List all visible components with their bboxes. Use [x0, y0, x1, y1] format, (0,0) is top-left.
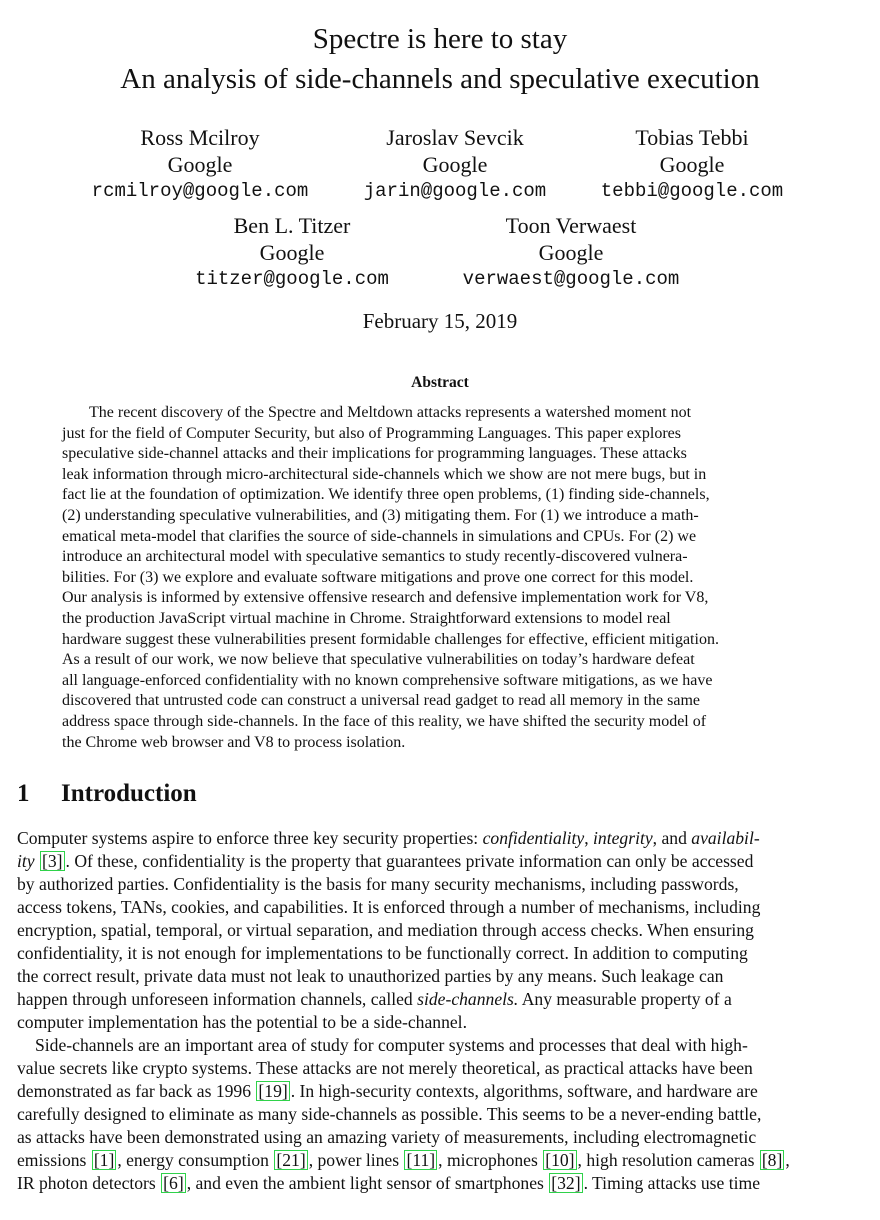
abstract-line: bilities. For (3) we explore and evaluate software mitigations and prove one correct for this model. — [62, 568, 694, 586]
author-name: Toon Verwaest — [505, 213, 637, 238]
author-email: titzer@google.com — [195, 268, 389, 290]
paper-date: February 15, 2019 — [362, 309, 518, 333]
abstract-line: leak information through micro-architectural side-channels which we show are not mere bugs, but in — [62, 465, 707, 483]
abstract-line: the Chrome web browser and V8 to process isolation. — [62, 733, 406, 751]
author-block — [562, 124, 822, 204]
author-affiliation: Google — [259, 240, 325, 265]
paragraph-line: happen through unforeseen information channels, called side-channels. Any measurable property of a — [17, 989, 732, 1009]
citation-link[interactable]: [11] — [406, 1150, 436, 1170]
author-email: rcmilroy@google.com — [91, 180, 309, 202]
abstract-line: all language-enforced confidentiality with no known comprehensive software mitigations, as we have — [62, 671, 713, 689]
paragraph-line: IR photon detectors [6] , and even the ambient light sensor of smartphones [32] . Timing attacks use time — [17, 1173, 761, 1193]
abstract-line: The recent discovery of the Spectre and Meltdown attacks represents a watershed moment not — [89, 404, 692, 421]
author-name: Tobias Tebbi — [635, 125, 749, 150]
abstract-line: just for the field of Computer Security, but also of Programming Languages. This paper explores — [62, 424, 681, 442]
author-name: Ben L. Titzer — [233, 213, 351, 238]
citation-link[interactable]: [21] — [276, 1150, 306, 1170]
abstract-line: speculative side-channel attacks and their implications for programming languages. These attacks — [62, 445, 687, 463]
author-name: Ross Mcilroy — [140, 125, 260, 150]
author-email: verwaest@google.com — [462, 268, 680, 290]
abstract-line: fact lie at the foundation of optimization. We identify three open problems, (1) finding side-channels, — [62, 486, 710, 504]
paragraph-line: value secrets like crypto systems. These attacks are not merely theoretical, as practical attacks have been — [17, 1058, 753, 1078]
author-affiliation: Google — [422, 152, 488, 177]
abstract-line: As a result of our work, we now believe that speculative vulnerabilities on today’s hardware defeat — [62, 651, 695, 669]
citation-link[interactable]: [6] — [163, 1173, 184, 1193]
author-email: jarin@google.com — [363, 180, 547, 202]
abstract-line: ematical meta-model that clarifies the source of side-channels in simulations and CPUs. For (2) we — [62, 527, 697, 545]
abstract-heading: Abstract — [411, 374, 469, 391]
citation-link[interactable]: [32] — [551, 1173, 581, 1193]
abstract-line: hardware suggest these vulnerabilities present formidable challenges for effective, efficient mitigation. — [62, 630, 719, 648]
paragraph-line: by authorized parties. Confidentiality is the basis for many security mechanisms, including passwords, — [17, 874, 739, 894]
author-block — [325, 124, 585, 204]
paragraph-line: emissions [1] , energy consumption [21] , power lines [11] , microphones [10] , high resolution cameras [8] , — [17, 1150, 790, 1170]
citation-link[interactable]: [3] — [42, 851, 63, 871]
author-block — [70, 124, 330, 204]
paragraph-line: the correct result, private data must not leak to unauthorized parties by any means. Such leakage can — [17, 966, 724, 986]
citation-link[interactable]: [8] — [761, 1150, 783, 1170]
citation-link[interactable]: [19] — [258, 1081, 288, 1101]
author-block — [441, 212, 701, 292]
paragraph-line: as attacks have been demonstrated using an amazing variety of measurements, including electromagnetic — [17, 1127, 757, 1147]
author-name: Jaroslav Sevcik — [386, 125, 524, 150]
abstract-line: Our analysis is informed by extensive offensive research and defensive implementation work for V8, — [62, 589, 709, 607]
section-heading — [17, 780, 197, 808]
paper-subtitle: An analysis of side-channels and speculative execution — [120, 63, 760, 95]
section-number: 1 — [17, 780, 30, 807]
abstract-line: the production JavaScript virtual machine in Chrome. Straightforward extensions to model real — [62, 609, 671, 627]
citation-link[interactable]: [10] — [545, 1150, 575, 1170]
paragraph-line: confidentiality, it is not enough for implementations to be functionally correct. In addition to computing — [17, 943, 748, 963]
section-title: Introduction — [61, 780, 197, 807]
abstract-body — [62, 403, 818, 753]
author-email: tebbi@google.com — [600, 180, 784, 202]
paper-title: Spectre is here to stay — [312, 23, 568, 55]
author-affiliation: Google — [538, 240, 604, 265]
abstract-line: address space through side-channels. In the face of this reality, we have shifted the security model of — [62, 712, 707, 730]
paragraph-line: ity [3] . Of these, confidentiality is the property that guarantees private information can only be accessed — [17, 851, 754, 871]
abstract-line: (2) understanding speculative vulnerabilities, and (3) mitigating them. For (1) we introduce a math- — [62, 506, 699, 524]
paragraph-line: encryption, spatial, temporal, or virtual separation, and mediation through access checks. When ensuring — [17, 920, 754, 940]
paragraph-line: Computer systems aspire to enforce three key security properties: confidentiality, integrity, and availabil- — [17, 828, 760, 848]
paragraph-line: access tokens, TANs, cookies, and capabilities. It is enforced through a number of mechanisms, including — [17, 897, 761, 917]
paragraph-line: computer implementation has the potential to be a side-channel. — [17, 1012, 467, 1032]
abstract-line: introduce an architectural model with speculative semantics to study recently-discovered vulnera- — [62, 548, 688, 566]
author-block — [162, 212, 422, 292]
introduction-body — [17, 827, 862, 1195]
paragraph-line: Side-channels are an important area of study for computer systems and processes that deal with high- — [35, 1035, 748, 1055]
author-affiliation: Google — [167, 152, 233, 177]
author-affiliation: Google — [659, 152, 725, 177]
citation-link[interactable]: [1] — [93, 1150, 115, 1170]
paragraph-line: carefully designed to eliminate as many side-channels as possible. This seems to be a never-ending battle, — [17, 1104, 762, 1124]
abstract-line: discovered that untrusted code can construct a universal read gadget to read all memory in the same — [62, 692, 700, 710]
paragraph-line: demonstrated as far back as 1996 [19] . In high-security contexts, algorithms, software, and hardware are — [17, 1081, 758, 1101]
